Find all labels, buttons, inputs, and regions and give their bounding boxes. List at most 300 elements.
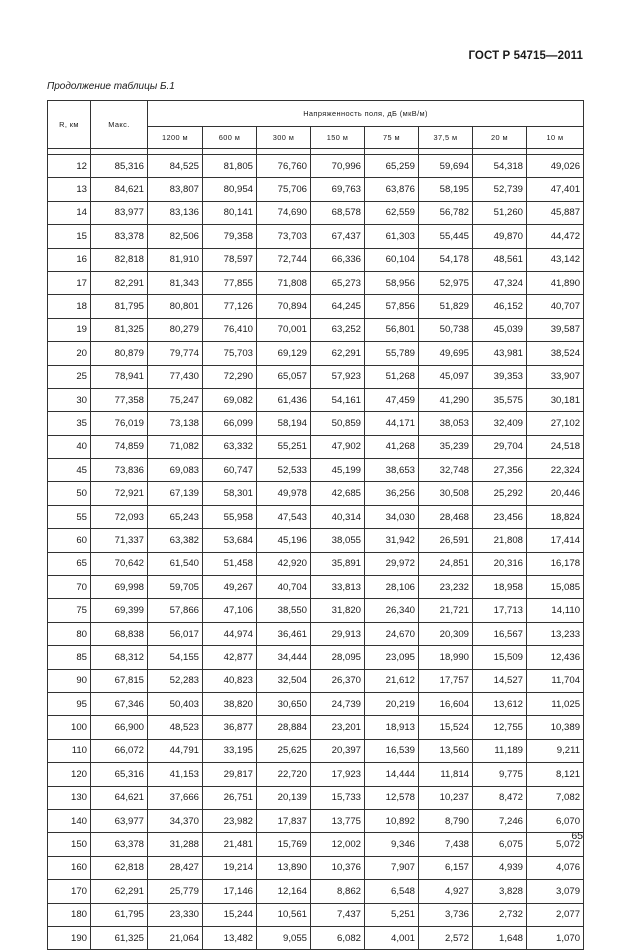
max-cell: 82,291 bbox=[91, 271, 148, 294]
value-cell: 6,075 bbox=[473, 833, 527, 856]
value-cell: 51,458 bbox=[203, 552, 257, 575]
value-cell: 44,472 bbox=[527, 225, 584, 248]
value-cell: 53,684 bbox=[203, 529, 257, 552]
value-cell: 1,070 bbox=[527, 926, 584, 949]
distance-cell: 180 bbox=[48, 903, 91, 926]
value-cell: 41,268 bbox=[365, 435, 419, 458]
value-cell: 38,053 bbox=[419, 412, 473, 435]
value-cell: 59,694 bbox=[419, 155, 473, 178]
value-cell: 77,430 bbox=[148, 365, 203, 388]
value-cell: 57,923 bbox=[311, 365, 365, 388]
value-cell: 58,194 bbox=[257, 412, 311, 435]
value-cell: 15,524 bbox=[419, 716, 473, 739]
value-cell: 34,370 bbox=[148, 809, 203, 832]
value-cell: 15,244 bbox=[203, 903, 257, 926]
table-row bbox=[48, 342, 584, 365]
table-row bbox=[48, 716, 584, 739]
value-cell: 19,214 bbox=[203, 856, 257, 879]
max-cell: 76,019 bbox=[91, 412, 148, 435]
value-cell: 61,540 bbox=[148, 552, 203, 575]
value-cell: 55,789 bbox=[365, 342, 419, 365]
value-cell: 47,543 bbox=[257, 505, 311, 528]
value-cell: 81,910 bbox=[148, 248, 203, 271]
value-cell: 63,382 bbox=[148, 529, 203, 552]
value-cell: 76,760 bbox=[257, 155, 311, 178]
value-cell: 54,155 bbox=[148, 646, 203, 669]
distance-cell: 95 bbox=[48, 692, 91, 715]
value-cell: 60,747 bbox=[203, 459, 257, 482]
value-cell: 3,079 bbox=[527, 880, 584, 903]
value-cell: 8,790 bbox=[419, 809, 473, 832]
value-cell: 18,824 bbox=[527, 505, 584, 528]
table-row bbox=[48, 809, 584, 832]
value-cell: 78,597 bbox=[203, 248, 257, 271]
table-row bbox=[48, 459, 584, 482]
value-cell: 34,444 bbox=[257, 646, 311, 669]
value-cell: 45,039 bbox=[473, 318, 527, 341]
max-cell: 81,795 bbox=[91, 295, 148, 318]
column-header-height: 600 м bbox=[203, 127, 257, 149]
value-cell: 81,805 bbox=[203, 155, 257, 178]
value-cell: 14,444 bbox=[365, 763, 419, 786]
value-cell: 57,856 bbox=[365, 295, 419, 318]
value-cell: 13,890 bbox=[257, 856, 311, 879]
value-cell: 42,685 bbox=[311, 482, 365, 505]
distance-cell: 190 bbox=[48, 926, 91, 949]
standard-designation: ГОСТ Р 54715—2011 bbox=[468, 50, 583, 62]
value-cell: 51,260 bbox=[473, 201, 527, 224]
value-cell: 17,757 bbox=[419, 669, 473, 692]
value-cell: 10,892 bbox=[365, 809, 419, 832]
max-cell: 62,291 bbox=[91, 880, 148, 903]
value-cell: 47,902 bbox=[311, 435, 365, 458]
value-cell: 51,829 bbox=[419, 295, 473, 318]
max-cell: 83,977 bbox=[91, 201, 148, 224]
value-cell: 29,817 bbox=[203, 763, 257, 786]
value-cell: 46,152 bbox=[473, 295, 527, 318]
value-cell: 39,587 bbox=[527, 318, 584, 341]
table-row bbox=[48, 599, 584, 622]
value-cell: 22,324 bbox=[527, 459, 584, 482]
value-cell: 59,705 bbox=[148, 576, 203, 599]
value-cell: 13,233 bbox=[527, 622, 584, 645]
value-cell: 6,548 bbox=[365, 880, 419, 903]
max-cell: 65,316 bbox=[91, 763, 148, 786]
value-cell: 76,410 bbox=[203, 318, 257, 341]
value-cell: 81,343 bbox=[148, 271, 203, 294]
value-cell: 6,070 bbox=[527, 809, 584, 832]
distance-cell: 130 bbox=[48, 786, 91, 809]
value-cell: 8,472 bbox=[473, 786, 527, 809]
value-cell: 21,064 bbox=[148, 926, 203, 949]
max-cell: 66,072 bbox=[91, 739, 148, 762]
max-cell: 72,921 bbox=[91, 482, 148, 505]
value-cell: 47,401 bbox=[527, 178, 584, 201]
distance-cell: 16 bbox=[48, 248, 91, 271]
value-cell: 30,508 bbox=[419, 482, 473, 505]
table-row bbox=[48, 295, 584, 318]
value-cell: 32,504 bbox=[257, 669, 311, 692]
table-row bbox=[48, 318, 584, 341]
value-cell: 63,876 bbox=[365, 178, 419, 201]
value-cell: 41,890 bbox=[527, 271, 584, 294]
value-cell: 12,436 bbox=[527, 646, 584, 669]
table-row bbox=[48, 482, 584, 505]
value-cell: 33,195 bbox=[203, 739, 257, 762]
value-cell: 63,252 bbox=[311, 318, 365, 341]
value-cell: 9,055 bbox=[257, 926, 311, 949]
max-cell: 82,818 bbox=[91, 248, 148, 271]
value-cell: 57,866 bbox=[148, 599, 203, 622]
table-row bbox=[48, 201, 584, 224]
max-cell: 73,836 bbox=[91, 459, 148, 482]
distance-cell: 65 bbox=[48, 552, 91, 575]
value-cell: 2,572 bbox=[419, 926, 473, 949]
value-cell: 82,506 bbox=[148, 225, 203, 248]
distance-cell: 160 bbox=[48, 856, 91, 879]
table-row bbox=[48, 412, 584, 435]
value-cell: 38,653 bbox=[365, 459, 419, 482]
distance-cell: 15 bbox=[48, 225, 91, 248]
value-cell: 12,755 bbox=[473, 716, 527, 739]
value-cell: 35,891 bbox=[311, 552, 365, 575]
value-cell: 29,972 bbox=[365, 552, 419, 575]
max-cell: 69,998 bbox=[91, 576, 148, 599]
value-cell: 33,813 bbox=[311, 576, 365, 599]
value-cell: 65,259 bbox=[365, 155, 419, 178]
value-cell: 48,561 bbox=[473, 248, 527, 271]
value-cell: 4,001 bbox=[365, 926, 419, 949]
value-cell: 23,095 bbox=[365, 646, 419, 669]
value-cell: 51,268 bbox=[365, 365, 419, 388]
distance-cell: 140 bbox=[48, 809, 91, 832]
value-cell: 84,525 bbox=[148, 155, 203, 178]
value-cell: 37,666 bbox=[148, 786, 203, 809]
value-cell: 54,178 bbox=[419, 248, 473, 271]
table-row bbox=[48, 669, 584, 692]
value-cell: 16,567 bbox=[473, 622, 527, 645]
value-cell: 28,095 bbox=[311, 646, 365, 669]
column-header-max: Макс. bbox=[91, 101, 148, 149]
value-cell: 41,290 bbox=[419, 388, 473, 411]
table-row bbox=[48, 529, 584, 552]
value-cell: 27,356 bbox=[473, 459, 527, 482]
max-cell: 78,941 bbox=[91, 365, 148, 388]
value-cell: 83,807 bbox=[148, 178, 203, 201]
value-cell: 52,739 bbox=[473, 178, 527, 201]
value-cell: 71,808 bbox=[257, 271, 311, 294]
column-header-height: 37,5 м bbox=[419, 127, 473, 149]
value-cell: 52,533 bbox=[257, 459, 311, 482]
distance-cell: 18 bbox=[48, 295, 91, 318]
value-cell: 21,721 bbox=[419, 599, 473, 622]
value-cell: 44,974 bbox=[203, 622, 257, 645]
value-cell: 52,975 bbox=[419, 271, 473, 294]
value-cell: 77,126 bbox=[203, 295, 257, 318]
value-cell: 28,427 bbox=[148, 856, 203, 879]
distance-cell: 17 bbox=[48, 271, 91, 294]
column-group-header: Напряженность поля, дБ (мкВ/м) bbox=[148, 101, 584, 127]
column-header-distance: R, км bbox=[48, 101, 91, 149]
value-cell: 55,251 bbox=[257, 435, 311, 458]
max-cell: 61,795 bbox=[91, 903, 148, 926]
distance-cell: 14 bbox=[48, 201, 91, 224]
distance-cell: 100 bbox=[48, 716, 91, 739]
value-cell: 25,292 bbox=[473, 482, 527, 505]
table-row bbox=[48, 576, 584, 599]
value-cell: 60,104 bbox=[365, 248, 419, 271]
value-cell: 45,887 bbox=[527, 201, 584, 224]
max-cell: 72,093 bbox=[91, 505, 148, 528]
distance-cell: 80 bbox=[48, 622, 91, 645]
value-cell: 13,612 bbox=[473, 692, 527, 715]
value-cell: 71,082 bbox=[148, 435, 203, 458]
value-cell: 38,550 bbox=[257, 599, 311, 622]
value-cell: 80,279 bbox=[148, 318, 203, 341]
distance-cell: 30 bbox=[48, 388, 91, 411]
value-cell: 15,509 bbox=[473, 646, 527, 669]
value-cell: 34,030 bbox=[365, 505, 419, 528]
distance-cell: 35 bbox=[48, 412, 91, 435]
max-cell: 71,337 bbox=[91, 529, 148, 552]
distance-cell: 13 bbox=[48, 178, 91, 201]
value-cell: 26,340 bbox=[365, 599, 419, 622]
distance-cell: 110 bbox=[48, 739, 91, 762]
value-cell: 21,612 bbox=[365, 669, 419, 692]
value-cell: 20,309 bbox=[419, 622, 473, 645]
value-cell: 20,139 bbox=[257, 786, 311, 809]
value-cell: 23,456 bbox=[473, 505, 527, 528]
distance-cell: 60 bbox=[48, 529, 91, 552]
max-cell: 62,818 bbox=[91, 856, 148, 879]
value-cell: 66,336 bbox=[311, 248, 365, 271]
distance-cell: 150 bbox=[48, 833, 91, 856]
value-cell: 80,954 bbox=[203, 178, 257, 201]
value-cell: 65,243 bbox=[148, 505, 203, 528]
value-cell: 66,099 bbox=[203, 412, 257, 435]
value-cell: 20,446 bbox=[527, 482, 584, 505]
table-row bbox=[48, 435, 584, 458]
value-cell: 26,751 bbox=[203, 786, 257, 809]
max-cell: 67,815 bbox=[91, 669, 148, 692]
value-cell: 56,782 bbox=[419, 201, 473, 224]
value-cell: 58,956 bbox=[365, 271, 419, 294]
value-cell: 7,082 bbox=[527, 786, 584, 809]
value-cell: 24,739 bbox=[311, 692, 365, 715]
value-cell: 9,775 bbox=[473, 763, 527, 786]
value-cell: 28,106 bbox=[365, 576, 419, 599]
max-cell: 63,977 bbox=[91, 809, 148, 832]
table-row bbox=[48, 833, 584, 856]
table-row bbox=[48, 505, 584, 528]
distance-cell: 12 bbox=[48, 155, 91, 178]
value-cell: 20,397 bbox=[311, 739, 365, 762]
distance-cell: 45 bbox=[48, 459, 91, 482]
value-cell: 65,057 bbox=[257, 365, 311, 388]
value-cell: 2,077 bbox=[527, 903, 584, 926]
value-cell: 15,733 bbox=[311, 786, 365, 809]
distance-cell: 55 bbox=[48, 505, 91, 528]
value-cell: 41,153 bbox=[148, 763, 203, 786]
distance-cell: 40 bbox=[48, 435, 91, 458]
value-cell: 52,283 bbox=[148, 669, 203, 692]
value-cell: 11,025 bbox=[527, 692, 584, 715]
value-cell: 14,110 bbox=[527, 599, 584, 622]
value-cell: 43,981 bbox=[473, 342, 527, 365]
value-cell: 6,082 bbox=[311, 926, 365, 949]
value-cell: 23,201 bbox=[311, 716, 365, 739]
value-cell: 70,894 bbox=[257, 295, 311, 318]
max-cell: 61,325 bbox=[91, 926, 148, 949]
value-cell: 39,353 bbox=[473, 365, 527, 388]
distance-cell: 19 bbox=[48, 318, 91, 341]
value-cell: 35,575 bbox=[473, 388, 527, 411]
column-header-height: 1200 м bbox=[148, 127, 203, 149]
value-cell: 13,775 bbox=[311, 809, 365, 832]
table-row bbox=[48, 365, 584, 388]
value-cell: 28,884 bbox=[257, 716, 311, 739]
distance-cell: 70 bbox=[48, 576, 91, 599]
distance-cell: 25 bbox=[48, 365, 91, 388]
value-cell: 45,199 bbox=[311, 459, 365, 482]
value-cell: 49,978 bbox=[257, 482, 311, 505]
max-cell: 68,312 bbox=[91, 646, 148, 669]
value-cell: 4,939 bbox=[473, 856, 527, 879]
value-cell: 13,560 bbox=[419, 739, 473, 762]
value-cell: 48,523 bbox=[148, 716, 203, 739]
table-row bbox=[48, 903, 584, 926]
max-cell: 67,346 bbox=[91, 692, 148, 715]
value-cell: 17,713 bbox=[473, 599, 527, 622]
value-cell: 80,801 bbox=[148, 295, 203, 318]
max-cell: 64,621 bbox=[91, 786, 148, 809]
value-cell: 3,736 bbox=[419, 903, 473, 926]
value-cell: 61,436 bbox=[257, 388, 311, 411]
value-cell: 69,083 bbox=[148, 459, 203, 482]
value-cell: 26,370 bbox=[311, 669, 365, 692]
value-cell: 44,171 bbox=[365, 412, 419, 435]
value-cell: 80,141 bbox=[203, 201, 257, 224]
value-cell: 8,862 bbox=[311, 880, 365, 903]
max-cell: 63,378 bbox=[91, 833, 148, 856]
value-cell: 49,695 bbox=[419, 342, 473, 365]
value-cell: 23,330 bbox=[148, 903, 203, 926]
value-cell: 38,820 bbox=[203, 692, 257, 715]
value-cell: 31,288 bbox=[148, 833, 203, 856]
value-cell: 12,002 bbox=[311, 833, 365, 856]
table-row bbox=[48, 388, 584, 411]
max-cell: 66,900 bbox=[91, 716, 148, 739]
value-cell: 7,907 bbox=[365, 856, 419, 879]
max-cell: 85,316 bbox=[91, 155, 148, 178]
value-cell: 4,076 bbox=[527, 856, 584, 879]
value-cell: 61,303 bbox=[365, 225, 419, 248]
value-cell: 21,481 bbox=[203, 833, 257, 856]
value-cell: 38,055 bbox=[311, 529, 365, 552]
value-cell: 23,982 bbox=[203, 809, 257, 832]
value-cell: 10,376 bbox=[311, 856, 365, 879]
value-cell: 28,468 bbox=[419, 505, 473, 528]
value-cell: 70,001 bbox=[257, 318, 311, 341]
value-cell: 24,851 bbox=[419, 552, 473, 575]
value-cell: 14,527 bbox=[473, 669, 527, 692]
column-header-height: 75 м bbox=[365, 127, 419, 149]
value-cell: 24,518 bbox=[527, 435, 584, 458]
value-cell: 49,267 bbox=[203, 576, 257, 599]
value-cell: 56,801 bbox=[365, 318, 419, 341]
value-cell: 29,913 bbox=[311, 622, 365, 645]
field-strength-table bbox=[47, 100, 584, 950]
table-row bbox=[48, 856, 584, 879]
page-number: 65 bbox=[571, 830, 583, 842]
table-row bbox=[48, 271, 584, 294]
value-cell: 43,142 bbox=[527, 248, 584, 271]
value-cell: 25,625 bbox=[257, 739, 311, 762]
value-cell: 4,927 bbox=[419, 880, 473, 903]
distance-cell: 50 bbox=[48, 482, 91, 505]
table-row bbox=[48, 622, 584, 645]
value-cell: 47,324 bbox=[473, 271, 527, 294]
value-cell: 68,578 bbox=[311, 201, 365, 224]
column-header-height: 150 м bbox=[311, 127, 365, 149]
value-cell: 69,129 bbox=[257, 342, 311, 365]
value-cell: 62,559 bbox=[365, 201, 419, 224]
value-cell: 17,837 bbox=[257, 809, 311, 832]
value-cell: 24,670 bbox=[365, 622, 419, 645]
value-cell: 21,808 bbox=[473, 529, 527, 552]
value-cell: 54,318 bbox=[473, 155, 527, 178]
value-cell: 40,314 bbox=[311, 505, 365, 528]
value-cell: 7,246 bbox=[473, 809, 527, 832]
value-cell: 55,958 bbox=[203, 505, 257, 528]
value-cell: 10,237 bbox=[419, 786, 473, 809]
value-cell: 16,539 bbox=[365, 739, 419, 762]
value-cell: 16,178 bbox=[527, 552, 584, 575]
value-cell: 15,769 bbox=[257, 833, 311, 856]
value-cell: 65,273 bbox=[311, 271, 365, 294]
value-cell: 30,650 bbox=[257, 692, 311, 715]
value-cell: 77,855 bbox=[203, 271, 257, 294]
value-cell: 31,820 bbox=[311, 599, 365, 622]
value-cell: 67,437 bbox=[311, 225, 365, 248]
value-cell: 26,591 bbox=[419, 529, 473, 552]
distance-cell: 170 bbox=[48, 880, 91, 903]
value-cell: 58,301 bbox=[203, 482, 257, 505]
value-cell: 79,774 bbox=[148, 342, 203, 365]
value-cell: 67,139 bbox=[148, 482, 203, 505]
value-cell: 70,996 bbox=[311, 155, 365, 178]
value-cell: 69,763 bbox=[311, 178, 365, 201]
value-cell: 38,524 bbox=[527, 342, 584, 365]
value-cell: 11,189 bbox=[473, 739, 527, 762]
value-cell: 36,461 bbox=[257, 622, 311, 645]
max-cell: 84,621 bbox=[91, 178, 148, 201]
value-cell: 27,102 bbox=[527, 412, 584, 435]
value-cell: 50,859 bbox=[311, 412, 365, 435]
value-cell: 8,121 bbox=[527, 763, 584, 786]
table-row bbox=[48, 786, 584, 809]
max-cell: 81,325 bbox=[91, 318, 148, 341]
value-cell: 55,445 bbox=[419, 225, 473, 248]
value-cell: 42,877 bbox=[203, 646, 257, 669]
value-cell: 11,814 bbox=[419, 763, 473, 786]
value-cell: 25,779 bbox=[148, 880, 203, 903]
value-cell: 49,026 bbox=[527, 155, 584, 178]
value-cell: 73,703 bbox=[257, 225, 311, 248]
table-row bbox=[48, 880, 584, 903]
value-cell: 16,604 bbox=[419, 692, 473, 715]
table-row bbox=[48, 248, 584, 271]
